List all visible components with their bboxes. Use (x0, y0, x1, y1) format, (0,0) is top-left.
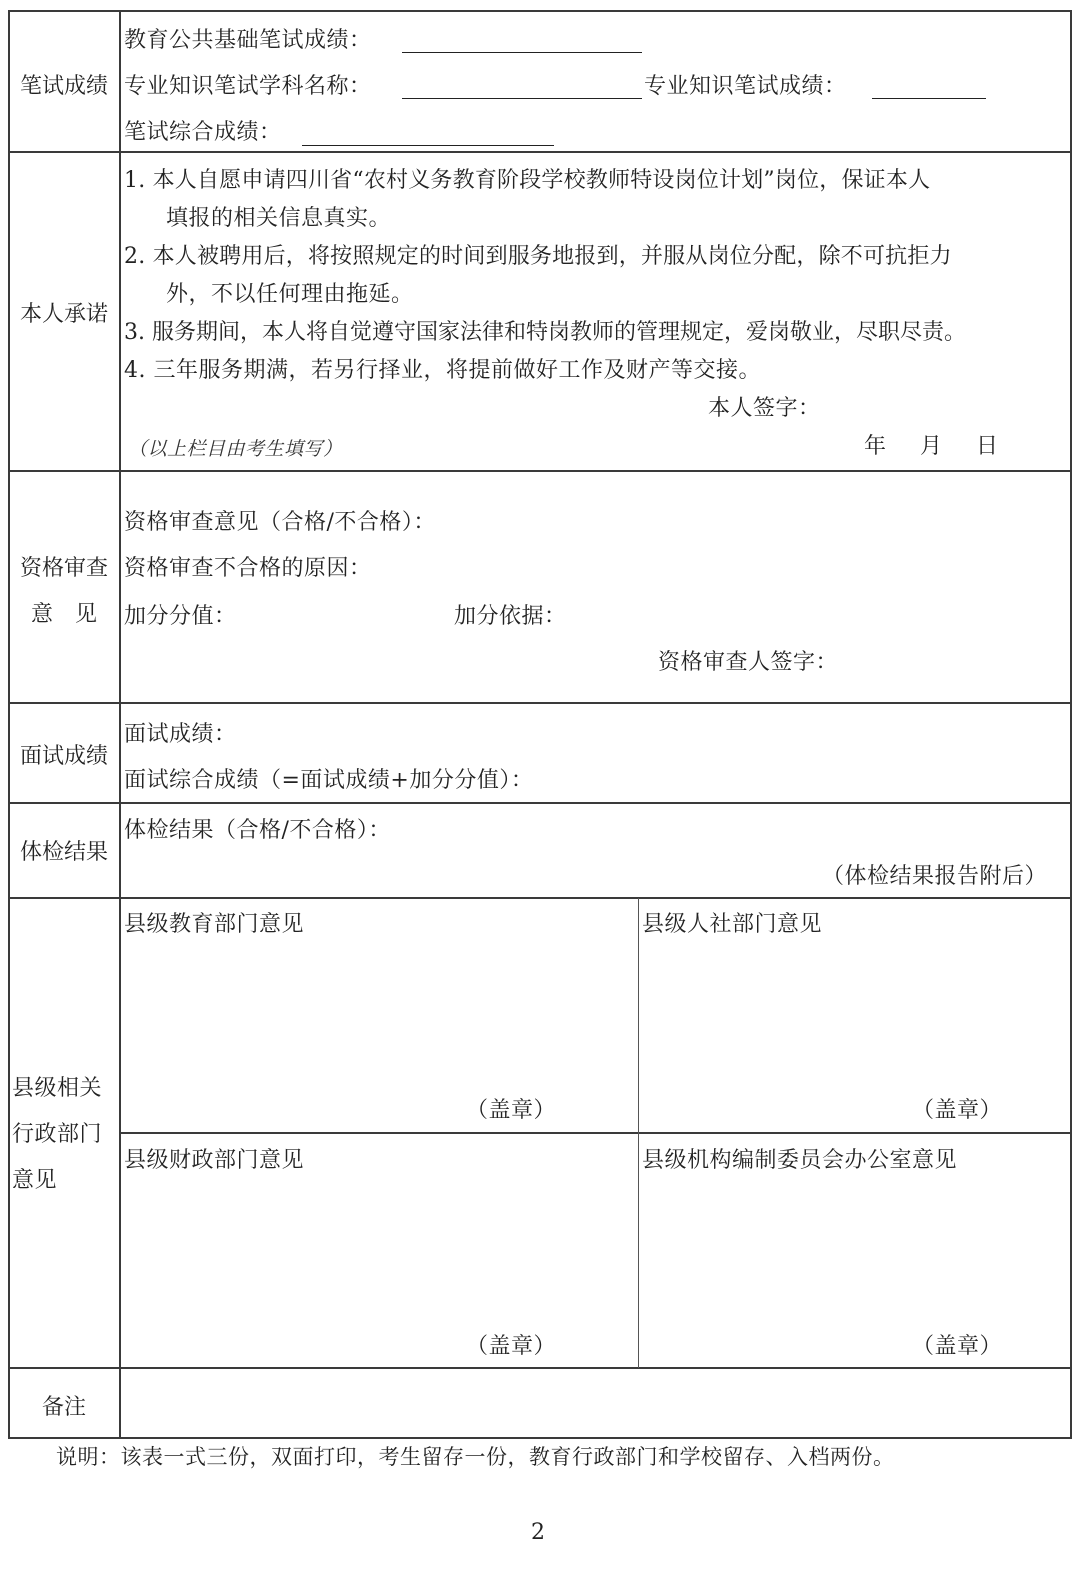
written-composite-label: 笔试综合成绩： (124, 120, 282, 145)
row-divider-departments (8, 1367, 1072, 1369)
public-basic-score-label: 教育公共基础笔试成绩： (124, 28, 372, 53)
departments-label-line3: 意见 (12, 1168, 58, 1193)
bonus-value-label: 加分分值： (124, 604, 237, 629)
row-divider-written (8, 151, 1072, 153)
row-divider-pledge (8, 470, 1072, 472)
pledge-item-2: 2. 本人被聘用后，将按照规定的时间到服务地报到，并服从岗位分配，除不可抗拒力 (124, 244, 952, 269)
departments-label-line1: 县级相关 (12, 1076, 103, 1101)
table-right-border (1070, 10, 1072, 1439)
pledge-item-3: 3. 服务期间，本人将自觉遵守国家法律和特岗教师的管理规定，爱岗敬业，尽职尽责。 (124, 320, 966, 345)
reviewer-signature-label: 资格审查人签字： (658, 650, 839, 675)
pledge-date: 年 月 日 (864, 434, 1005, 459)
departments-label-line2: 行政部门 (12, 1122, 103, 1147)
hr-dept-opinion-label: 县级人社部门意见 (642, 912, 823, 937)
table-top-border (8, 10, 1072, 12)
finance-dept-opinion-label: 县级财政部门意见 (124, 1148, 305, 1173)
qualification-label-line1: 资格审查 (19, 556, 108, 581)
row-divider-physical (8, 897, 1072, 899)
qualification-label-line2: 意 见 (30, 602, 97, 627)
subject-name-label: 专业知识笔试学科名称： (124, 74, 372, 99)
table-bottom-border (8, 1437, 1072, 1439)
row-divider-interview (8, 802, 1072, 804)
interview-score-label: 面试成绩： (124, 722, 237, 747)
finance-dept-seal: （盖章） (466, 1334, 557, 1359)
pledge-note: （以上栏目由考生填写） (128, 438, 343, 460)
pledge-signature-label: 本人签字： (708, 396, 821, 421)
departments-middle-divider (638, 898, 639, 1368)
public-basic-score-field[interactable] (402, 52, 642, 53)
subject-score-field[interactable] (872, 98, 986, 99)
page-number: 2 (531, 1520, 545, 1545)
education-dept-seal: （盖章） (466, 1098, 557, 1123)
pledge-item-2-cont: 外，不以任何理由拖延。 (166, 282, 414, 307)
subject-score-label: 专业知识笔试成绩： (644, 74, 847, 99)
qualification-reason-label: 资格审查不合格的原因： (124, 556, 372, 581)
physical-report-attached: （体检结果报告附后） (822, 864, 1048, 889)
form-instructions-note: 说明：该表一式三份，双面打印，考生留存一份，教育行政部门和学校留存、入档两份。 (56, 1445, 895, 1469)
hr-dept-seal: （盖章） (912, 1098, 1003, 1123)
written-composite-field[interactable] (302, 145, 554, 146)
subject-name-field[interactable] (402, 98, 642, 99)
table-left-border (8, 10, 10, 1439)
row-divider-departments-mid (120, 1132, 1072, 1134)
pledge-item-4: 4. 三年服务期满，若另行择业，将提前做好工作及财产等交接。 (124, 358, 761, 383)
physical-exam-label: 体检结果 (19, 840, 108, 865)
staffing-office-opinion-label: 县级机构编制委员会办公室意见 (642, 1148, 958, 1173)
qualification-opinion-label: 资格审查意见（合格/不合格）： (124, 510, 436, 535)
label-column-divider (119, 10, 121, 1439)
education-dept-opinion-label: 县级教育部门意见 (124, 912, 305, 937)
row-divider-qualification (8, 702, 1072, 704)
remarks-field[interactable] (122, 1370, 1068, 1436)
remarks-label: 备注 (41, 1395, 86, 1420)
pledge-label: 本人承诺 (19, 302, 108, 327)
physical-result-label: 体检结果（合格/不合格）： (124, 818, 391, 843)
written-exam-label: 笔试成绩 (19, 74, 108, 99)
staffing-office-seal: （盖章） (912, 1334, 1003, 1359)
bonus-basis-label: 加分依据： (454, 604, 567, 629)
interview-composite-label: 面试综合成绩（=面试成绩+加分分值）： (124, 768, 534, 793)
pledge-item-1: 1. 本人自愿申请四川省“农村义务教育阶段学校教师特设岗位计划”岗位，保证本人 (124, 168, 931, 193)
interview-label: 面试成绩 (19, 744, 108, 769)
pledge-item-1-cont: 填报的相关信息真实。 (166, 206, 392, 231)
